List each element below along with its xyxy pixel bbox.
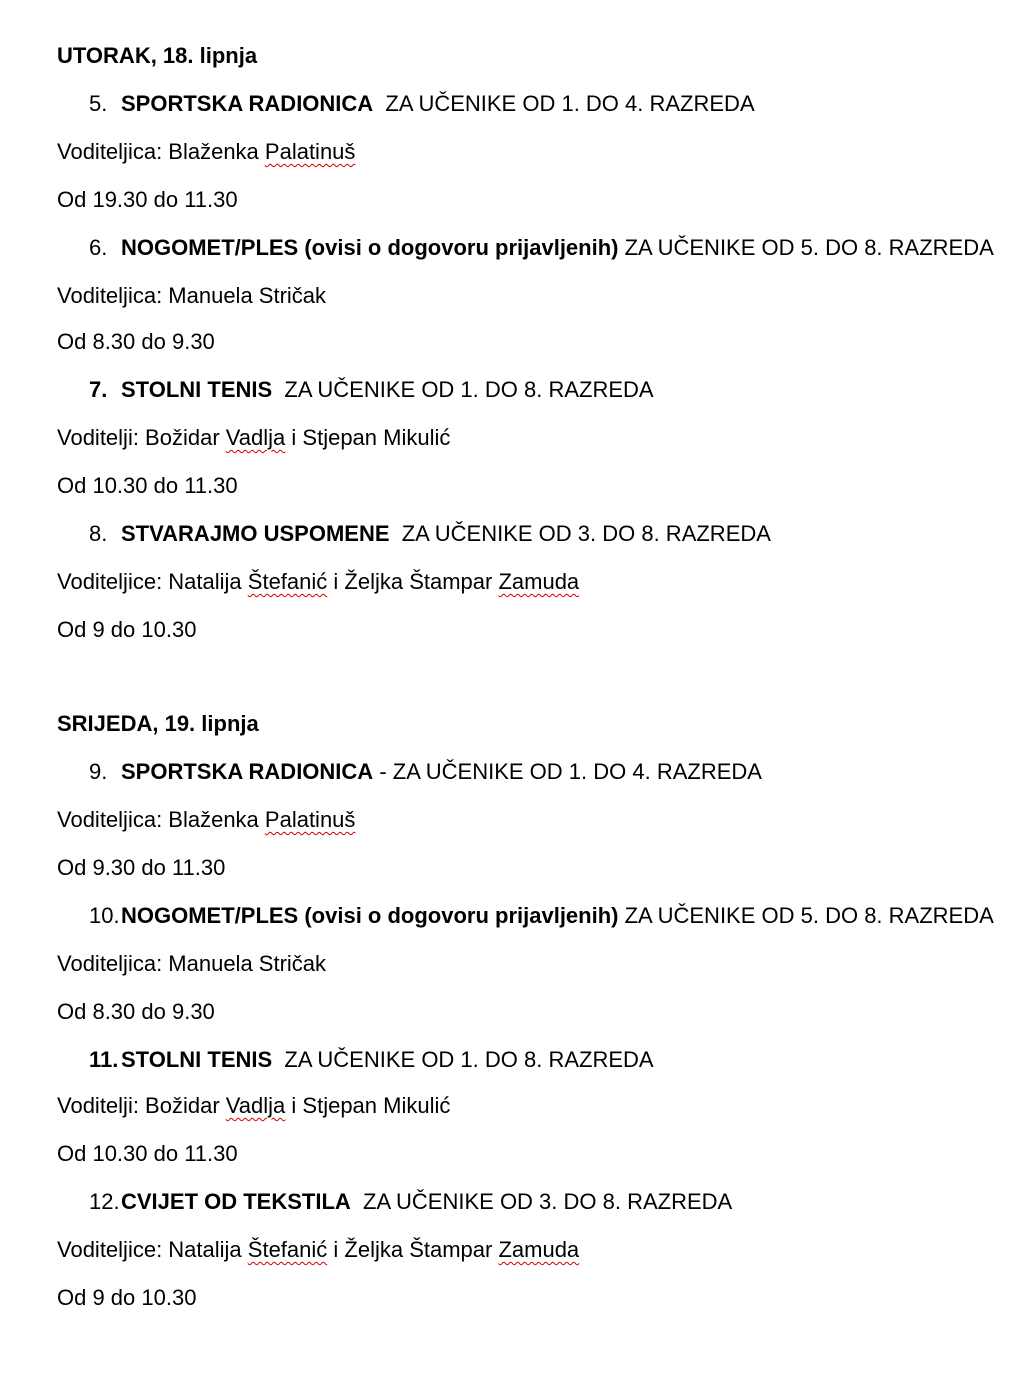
- activity-audience: ZA UČENIKE OD 1. DO 8. RAZREDA: [272, 1047, 654, 1072]
- activity-leader: [57, 1236, 579, 1264]
- activity-time: Od 9 do 10.30: [57, 617, 197, 642]
- activity-leader: [57, 424, 450, 452]
- activity-title: STOLNI TENIS: [121, 377, 273, 402]
- leader-text: Voditeljica: Blaženka: [57, 139, 265, 164]
- leader-text: i Željka Štampar: [327, 1237, 499, 1262]
- spellcheck-flagged-word: Vadlja: [225, 1093, 286, 1118]
- activity-item: [89, 520, 771, 548]
- activity-title: CVIJET OD TEKSTILA: [121, 1189, 351, 1214]
- activity-title: NOGOMET/PLES (ovisi o dogovoru prijavljenih): [121, 235, 619, 260]
- activity-item: [89, 902, 994, 930]
- leader-text: Voditeljice: Natalija: [57, 1237, 248, 1262]
- activity-leader: [57, 138, 355, 166]
- activity-item: [89, 234, 994, 262]
- activity-item: [89, 376, 654, 404]
- item-number: 12.: [89, 1189, 120, 1214]
- activity-item: [89, 758, 762, 786]
- activity-audience: ZA UČENIKE OD 1. DO 8. RAZREDA: [272, 377, 654, 402]
- activity-audience: ZA UČENIKE OD 1. DO 4. RAZREDA: [373, 91, 755, 116]
- activity-time: Od 19.30 do 11.30: [57, 187, 238, 212]
- leader-text: Voditeljica: Blaženka: [57, 807, 265, 832]
- activity-title: STOLNI TENIS: [121, 1047, 273, 1072]
- leader-text: Voditelji: Božidar: [57, 425, 226, 450]
- activity-leader: [57, 568, 579, 596]
- activity-audience: - ZA UČENIKE OD 1. DO 4. RAZREDA: [373, 759, 762, 784]
- spellcheck-flagged-word: Štefanić: [247, 1237, 328, 1262]
- activity-time: Od 10.30 do 11.30: [57, 1141, 238, 1166]
- activity-leader: [57, 806, 355, 834]
- activity-time: Od 10.30 do 11.30: [57, 473, 238, 498]
- activity-audience: ZA UČENIKE OD 5. DO 8. RAZREDA: [618, 235, 994, 260]
- item-number: 8.: [89, 521, 108, 546]
- item-number: 10.: [89, 903, 120, 928]
- leader-text: Voditelji: Božidar: [57, 1093, 226, 1118]
- activity-item: [89, 1188, 732, 1216]
- activity-audience: ZA UČENIKE OD 3. DO 8. RAZREDA: [389, 521, 771, 546]
- activity-time: Od 9 do 10.30: [57, 1285, 197, 1310]
- activity-audience: ZA UČENIKE OD 5. DO 8. RAZREDA: [618, 903, 994, 928]
- day-heading: SRIJEDA, 19. lipnja: [57, 711, 259, 736]
- activity-title: NOGOMET/PLES (ovisi o dogovoru prijavljenih): [121, 903, 619, 928]
- activity-leader: [57, 1092, 450, 1120]
- spellcheck-flagged-word: Vadlja: [225, 425, 286, 450]
- activity-item: [89, 90, 755, 118]
- activity-audience: ZA UČENIKE OD 3. DO 8. RAZREDA: [350, 1189, 733, 1214]
- activity-title: SPORTSKA RADIONICA: [121, 91, 374, 116]
- activity-leader: Voditeljica: Manuela Stričak: [57, 951, 327, 976]
- activity-time: Od 8.30 do 9.30: [57, 329, 215, 354]
- spellcheck-flagged-word: Štefanić: [247, 569, 328, 594]
- item-number: 9.: [89, 759, 108, 784]
- activity-title: SPORTSKA RADIONICA: [121, 759, 374, 784]
- item-number: 7.: [89, 377, 108, 402]
- activity-leader: Voditeljica: Manuela Stričak: [57, 283, 327, 308]
- leader-text: i Stjepan Mikulić: [285, 425, 451, 450]
- leader-text: i Stjepan Mikulić: [285, 1093, 451, 1118]
- spellcheck-flagged-word: Palatinuš: [264, 807, 356, 832]
- item-number: 11.: [89, 1047, 119, 1072]
- leader-text: i Željka Štampar: [327, 569, 499, 594]
- item-number: 5.: [89, 91, 108, 116]
- leader-text: Voditeljice: Natalija: [57, 569, 248, 594]
- spellcheck-flagged-word: Zamuda: [498, 569, 580, 594]
- spellcheck-flagged-word: Zamuda: [498, 1237, 580, 1262]
- activity-title: STVARAJMO USPOMENE: [121, 521, 390, 546]
- spellcheck-flagged-word: Palatinuš: [264, 139, 356, 164]
- activity-time: Od 9.30 do 11.30: [57, 855, 226, 880]
- activity-time: Od 8.30 do 9.30: [57, 999, 215, 1024]
- item-number: 6.: [89, 235, 108, 260]
- day-heading: UTORAK, 18. lipnja: [57, 43, 258, 68]
- activity-item: [89, 1046, 654, 1074]
